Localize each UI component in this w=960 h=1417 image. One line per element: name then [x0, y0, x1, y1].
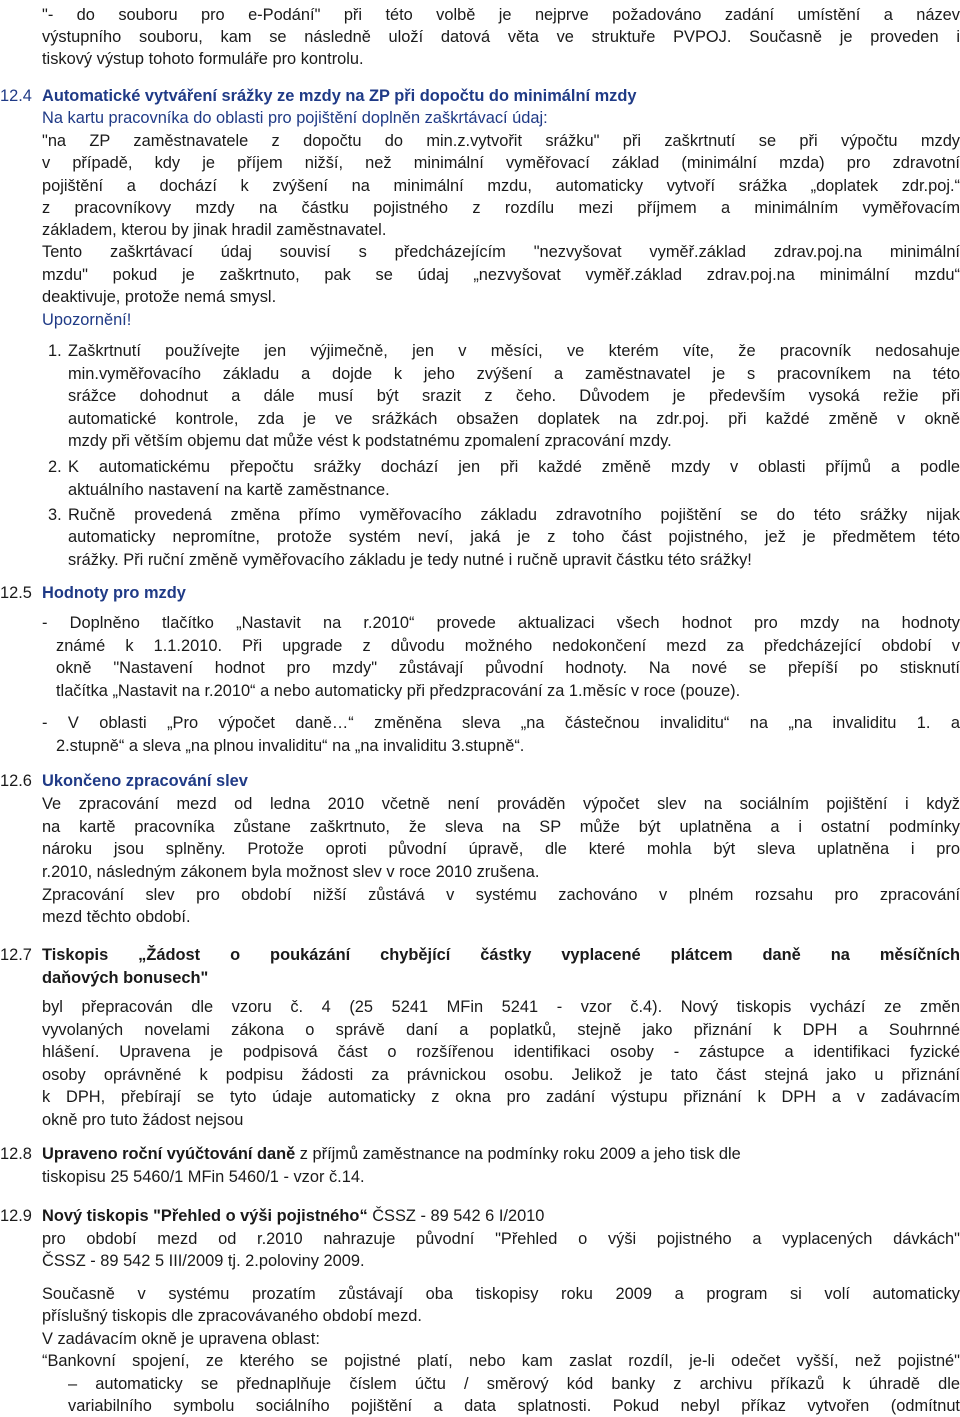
- text-line: Tento zaškrtávací údaj souvisí s předcházejícím "nezvyšovat vyměř.základ zdrav.poj.na minimální: [42, 243, 960, 261]
- list-item-line: Ručně provedená změna přímo vyměřovacího základu zdravotního pojištění se do této srážky nijak: [68, 506, 960, 524]
- section-heading: Nový tiskopis "Přehled o výši pojistného“: [42, 1207, 368, 1225]
- section-heading: Upraveno roční vyúčtování daně: [42, 1145, 296, 1163]
- section-heading-rest: z příjmů zaměstnance na podmínky roku 2009 a jeho tisk dle: [295, 1145, 741, 1163]
- text-line: z pracovníkovy mzdy na částku pojistného z rozdílu mezi příjmem a minimálním vyměřovacím: [42, 199, 960, 217]
- text-line: – automaticky se přednaplňuje číslem účtu / směrový kód banky z archivu příkazů k úhradě dle: [68, 1375, 960, 1393]
- text-line: pojištění a dochází k zvýšení na minimální mzdu, automaticky vytvoří srážka „doplatek zdr.poj.“: [42, 177, 960, 195]
- text-line: vyvolaných novelami zákona o správě daní a poplatků, stejně jako přiznání k DPH a Souhrnné: [42, 1021, 960, 1039]
- text-line: tiskopisu 25 5460/1 MFin 5460/1 - vzor č.14.: [42, 1168, 365, 1186]
- text-line: Na kartu pracovníka do oblasti pro pojištění doplněn zaškrtávací údaj:: [42, 109, 548, 127]
- list-item-line: srážky. Při ruční změně vyměřovacího základu je tedy nutné i ručně upravit částku této srážky!: [68, 551, 752, 569]
- text-line: hlášení. Upravena je podpisová část o rozšířenou identifikaci osoby - zástupce a identifikaci fyzické: [42, 1043, 960, 1061]
- text-line: pro období mezd od r.2010 nahrazuje původní "Přehled o výši pojistného a vyplacených dávkách": [42, 1230, 960, 1248]
- section-number: 12.5: [0, 584, 32, 602]
- list-item-line: min.vyměřovacího základu a dojde k jeho zvýšení a zaměstnavatel je s pracovníkem na této: [68, 365, 960, 383]
- bullet-line: 2.stupně“ a sleva „na plnou invaliditu“ na „na invaliditu 3.stupně“.: [56, 737, 525, 755]
- paragraph-line: tiskový výstup tohoto formuláře pro kontrolu.: [42, 50, 364, 68]
- text-line: V zadávacím okně je upravena oblast:: [42, 1330, 320, 1348]
- bullet-line: - V oblasti „Pro výpočet daně…“ změněna sleva „na částečnou invaliditu“ na „na invaliditu 1. a: [42, 714, 960, 732]
- section-number: 12.6: [0, 772, 32, 790]
- text-line: k DPH, přebírají se tyto údaje automaticky z okna pro zadání výstupu přiznání k DPH a v zadávacím: [42, 1088, 960, 1106]
- section-heading: daňových bonusech": [42, 969, 209, 987]
- form-code: ČSSZ - 89 542 6 I/2010: [367, 1207, 545, 1225]
- section-number: 12.7: [0, 946, 32, 964]
- text-line: základem, kterou by jinak hradil zaměstnavatel.: [42, 221, 387, 239]
- text-line: deaktivuje, protože nemá smysl.: [42, 288, 277, 306]
- text-line: variabilního symbolu sociálního pojištění a data splatnosti. Pokud nebyl příkaz vytvořen (odmítnut: [68, 1397, 960, 1415]
- text-line: na kartě pracovníka zůstane zaškrtnuto, že sleva na SP může být uplatněna a i ostatní podmínky: [42, 818, 960, 836]
- paragraph-line: "- do souboru pro e-Podání" při této volbě je nejprve požadováno zadání umístění a název: [42, 6, 960, 24]
- list-item-line: mzdy při větším objemu dat může vést k podstatnému zpomalení zpracování mzdy.: [68, 432, 672, 450]
- section-heading: Tiskopis „Žádost o poukázání chybějící částky vyplacené plátcem daně na měsíčních: [42, 946, 960, 964]
- text-line: mezd těchto období.: [42, 908, 191, 926]
- text-line: ČSSZ - 89 542 5 III/2009 tj. 2.poloviny 2009.: [42, 1252, 365, 1270]
- text-line: byl přepracován dle vzoru č. 4 (25 5241 MFin 5241 - vzor č.4). Nový tiskopis vychází ze změn: [42, 998, 960, 1016]
- text-line: r.2010, následným zákonem byla možnost slev v roce 2010 zrušena.: [42, 863, 540, 881]
- text-line: nároku jsou splněny. Protože oproti původní úpravě, dle které mohla být sleva uplatněna i pro: [42, 840, 960, 858]
- text-line: osoby oprávněné k podpisu žádosti za právnickou osobu. Jelikož je tato část stejná jako u přiznání: [42, 1066, 960, 1084]
- list-item-line: aktuálního nastavení na kartě zaměstnance.: [68, 481, 390, 499]
- section-heading: Hodnoty pro mzdy: [42, 584, 186, 602]
- bullet-line: okně "Nastavení hodnot pro mzdy" zůstávají původní hodnoty. Na nové se přepíší po stisknutí: [56, 659, 960, 677]
- list-number: 3.: [48, 506, 62, 524]
- list-item-line: Zaškrtnutí používejte jen výjimečně, jen v měsíci, ve kterém víte, že pracovník nedosahuje: [68, 342, 960, 360]
- section-heading: Ukončeno zpracování slev: [42, 772, 248, 790]
- text-line: Současně v systému prozatím zůstávají oba tiskopisy roku 2009 a program si volí automaticky: [42, 1285, 960, 1303]
- section-number: 12.9: [0, 1207, 32, 1225]
- list-item-line: srážce dohodnut a dále musí být srazit z čeho. Důvodem je především vysoká režie při: [68, 387, 960, 405]
- section-heading-line: [42, 1205, 544, 1227]
- list-item-line: K automatickému přepočtu srážky dochází jen při každé změně mzdy v oblasti příjmů a podle: [68, 458, 960, 476]
- list-item-line: automaticky nepromítne, protože systém neví, jaká je z toho část pojistného, jež je předmětem této: [68, 528, 960, 546]
- warning-label: Upozornění!: [42, 311, 132, 329]
- text-line: příslušný tiskopis dle zpracovávaného období mezd.: [42, 1307, 422, 1325]
- text-line: Zpracování slev pro období nižší zůstává v systému zachováno v plném rozsahu pro zpracování: [42, 886, 960, 904]
- text-line: "na ZP zaměstnavatele z dopočtu do min.z.vytvořit srážku" při zaškrtnutí se při výpočtu mzdy: [42, 132, 960, 150]
- section-heading-line: [42, 1143, 960, 1165]
- bullet-line: tlačítka „Nastavit na r.2010“ a nebo automaticky při předzpracování za 1.měsíc v roce (pouze).: [56, 682, 741, 700]
- section-heading: Automatické vytváření srážky ze mzdy na ZP při dopočtu do minimální mzdy: [42, 87, 637, 105]
- text-line: okně pro tuto žádost nejsou: [42, 1111, 244, 1129]
- paragraph-line: výstupního souboru, kam se následně uloží datová věta ve struktuře PVPOJ. Současně je proveden i: [42, 28, 960, 46]
- bullet-line: známé k 1.1.2010. Při upgrade z důvodu možného nedokončení mezd za předcházející období v: [56, 637, 960, 655]
- section-number: 12.4: [0, 87, 32, 105]
- text-line: v případě, kdy je příjem nižší, než minimální vyměřovací základ (minimální mzda) pro zdravotní: [42, 154, 960, 172]
- text-line: “Bankovní spojení, ze kterého se pojistné platí, nebo kam zaslat rozdíl, je-li odečet vyšší, než pojistné": [42, 1352, 960, 1370]
- list-number: 2.: [48, 458, 62, 476]
- list-number: 1.: [48, 342, 62, 360]
- bullet-line: - Doplněno tlačítko „Nastavit na r.2010“ provede aktualizaci všech hodnot pro mzdy na hodnoty: [42, 614, 960, 632]
- text-line: mzdu" pokud je zaškrtnuto, pak se údaj „nezvyšovat vyměř.základ zdrav.poj.na minimální mzdu“: [42, 266, 960, 284]
- section-number: 12.8: [0, 1145, 32, 1163]
- text-line: Ve zpracování mezd od ledna 2010 včetně není prováděn výpočet slev na sociálním pojištění i když: [42, 795, 960, 813]
- list-item-line: automatické kontrole, zda je ve srážkách obsažen doplatek na zdr.poj. při každé změně v okně: [68, 410, 960, 428]
